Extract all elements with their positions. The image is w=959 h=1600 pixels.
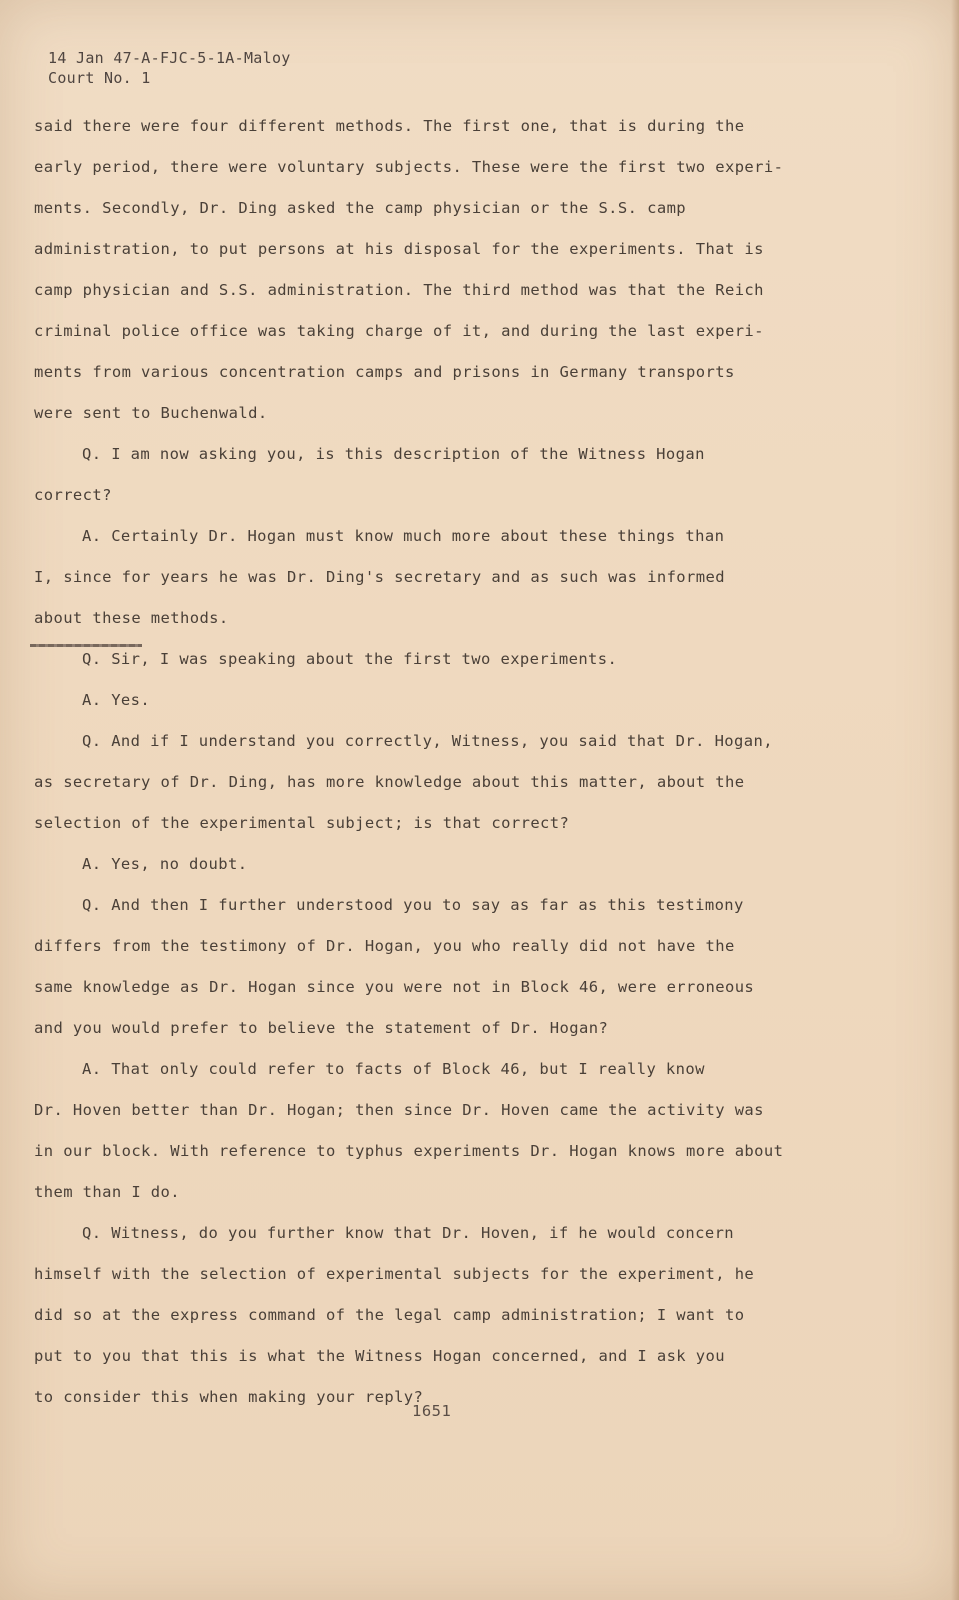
transcript-line: to consider this when making your reply? [34, 1388, 424, 1406]
transcript-line: selection of the experimental subject; is that correct? [34, 814, 570, 832]
transcript-line: Dr. Hoven better than Dr. Hogan; then since Dr. Hoven came the activity was [34, 1101, 764, 1119]
header-court: Court No. 1 [48, 69, 151, 87]
transcript-line: Q. And if I understand you correctly, Witness, you said that Dr. Hogan, [82, 732, 773, 750]
transcript-line: Q. And then I further understood you to say as far as this testimony [82, 896, 744, 914]
transcript-line: I, since for years he was Dr. Ding's secretary and as such was informed [34, 568, 725, 586]
transcript-line: A. Certainly Dr. Hogan must know much more about these things than [82, 527, 725, 545]
document-header [48, 48, 291, 88]
transcript-line: criminal police office was taking charge of it, and during the last experi- [34, 322, 764, 340]
transcript-line: did so at the express command of the legal camp administration; I want to [34, 1306, 745, 1324]
transcript-line: A. Yes. [82, 691, 151, 709]
transcript-line: ments. Secondly, Dr. Ding asked the camp physician or the S.S. camp [34, 199, 687, 217]
transcript-line: said there were four different methods. The first one, that is during the [34, 117, 745, 135]
transcript-line: Q. Sir, I was speaking about the first two experiments. [82, 650, 618, 668]
transcript-line: were sent to Buchenwald. [34, 404, 268, 422]
transcript-line: differs from the testimony of Dr. Hogan, you who really did not have the [34, 937, 735, 955]
transcript-line: and you would prefer to believe the statement of Dr. Hogan? [34, 1019, 609, 1037]
transcript-line: in our block. With reference to typhus experiments Dr. Hogan knows more about [34, 1142, 784, 1160]
transcript-line: early period, there were voluntary subjects. These were the first two experi- [34, 158, 784, 176]
transcript-line: same knowledge as Dr. Hogan since you were not in Block 46, were erroneous [34, 978, 755, 996]
transcript-line: A. Yes, no doubt. [82, 855, 248, 873]
transcript-line: administration, to put persons at his disposal for the experiments. That is [34, 240, 764, 258]
transcript-line: A. That only could refer to facts of Block 46, but I really know [82, 1060, 705, 1078]
header-reference: 14 Jan 47-A-FJC-5-1A-Maloy [48, 49, 291, 67]
transcript-line: put to you that this is what the Witness Hogan concerned, and I ask you [34, 1347, 725, 1365]
transcript-line: camp physician and S.S. administration. The third method was that the Reich [34, 281, 764, 299]
transcript-line: Q. Witness, do you further know that Dr. Hoven, if he would concern [82, 1224, 735, 1242]
transcript-line: himself with the selection of experimental subjects for the experiment, he [34, 1265, 755, 1283]
page-edge-shadow [951, 0, 959, 1600]
transcript-line: Q. I am now asking you, is this description of the Witness Hogan [82, 445, 705, 463]
transcript-body [34, 106, 834, 1418]
transcript-line: correct? [34, 486, 112, 504]
transcript-line: ments from various concentration camps and prisons in Germany transports [34, 363, 735, 381]
transcript-line: about these methods. [34, 609, 229, 627]
transcript-line: as secretary of Dr. Ding, has more knowledge about this matter, about the [34, 773, 745, 791]
transcript-line: them than I do. [34, 1183, 180, 1201]
page-number: 1651 [412, 1402, 452, 1420]
